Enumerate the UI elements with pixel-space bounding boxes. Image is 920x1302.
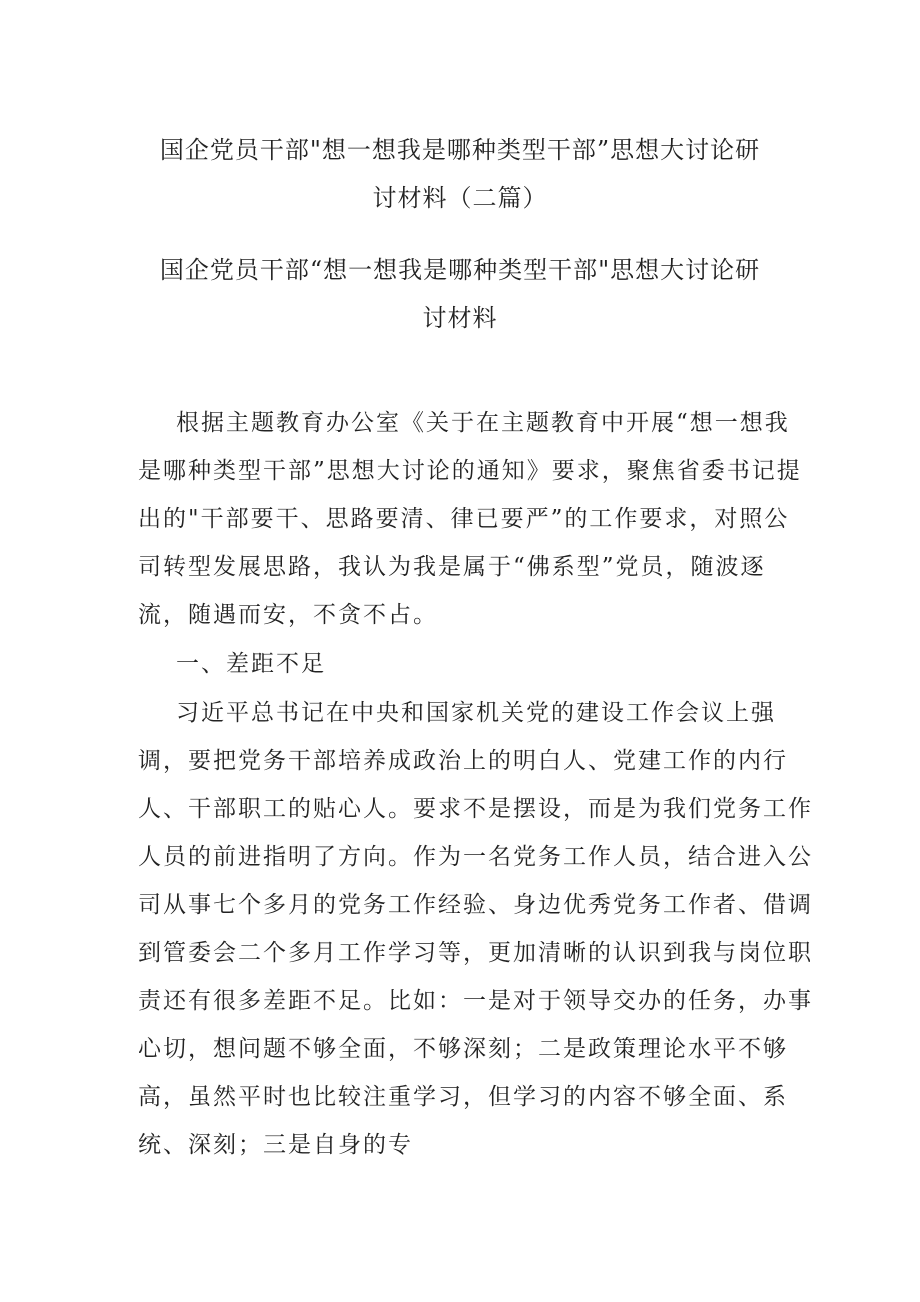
paragraph-1-line-5: 流，随遇而安，不贪不占。 (138, 602, 438, 628)
paragraph-2-line-1: 习近平总书记在中央和国家机关党的建设工作会议上强 (176, 700, 776, 726)
sub-title-line-1: 国企党员干部“想一想我是哪种类型干部"思想大讨论研 (159, 256, 761, 284)
paragraph-2-line-9: 高，虽然平时也比较注重学习，但学习的内容不够全面、系 (138, 1084, 788, 1110)
main-title-line-2: 讨材料（二篇） (372, 184, 548, 212)
paragraph-1-line-3: 出的"干部要干、思路要清、律已要严”的工作要求，对照公 (138, 506, 790, 532)
sub-title-line-2: 讨材料 (422, 304, 498, 332)
paragraph-2-line-3: 人、干部职工的贴心人。要求不是摆设，而是为我们党务工作 (138, 796, 813, 822)
paragraph-1-line-1: 根据主题教育办公室《关于在主题教育中开展“想一想我 (176, 410, 790, 436)
paragraph-2-line-4: 人员的前进指明了方向。作为一名党务工作人员，结合进入公 (138, 844, 813, 870)
paragraph-2-line-2: 调，要把党务干部培养成政治上的明白人、党建工作的内行 (138, 748, 788, 774)
main-title-line-1: 国企党员干部"想一想我是哪种类型干部”思想大讨论研 (159, 136, 761, 164)
section-heading: 一、差距不足 (176, 651, 326, 677)
paragraph-1-line-4: 司转型发展思路，我认为我是属于“佛系型”党员，随波逐 (138, 554, 766, 580)
paragraph-1-line-2: 是哪种类型干部”思想大讨论的通知》要求，聚焦省委书记提 (138, 458, 802, 484)
paragraph-2-line-10: 统、深刻；三是自身的专 (138, 1132, 413, 1158)
paragraph-2-line-8: 心切，想问题不够全面，不够深刻；二是政策理论水平不够 (138, 1036, 788, 1062)
paragraph-2-line-6: 到管委会二个多月工作学习等，更加清晰的认识到我与岗位职 (138, 940, 813, 966)
paragraph-2-line-5: 司从事七个多月的党务工作经验、身边优秀党务工作者、借调 (138, 892, 813, 918)
paragraph-2-line-7: 责还有很多差距不足。比如：一是对于领导交办的任务，办事 (138, 988, 813, 1014)
